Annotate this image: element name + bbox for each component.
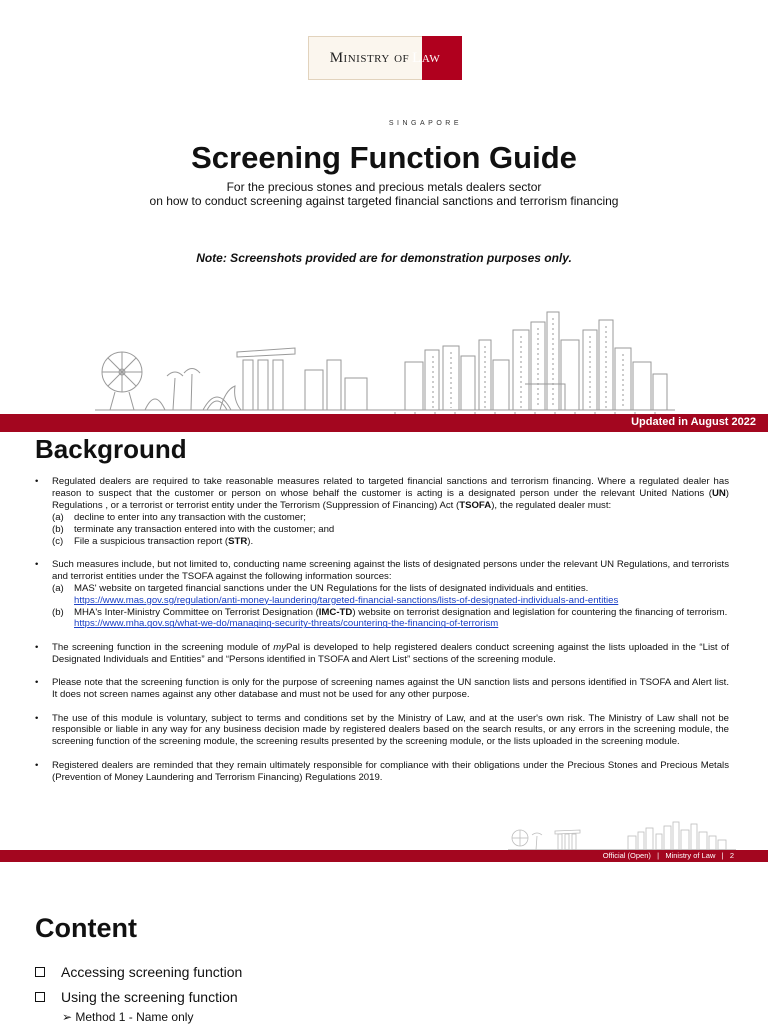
p3-mypal-my: my: [273, 641, 287, 653]
p3-mypal-pal: Pal: [286, 641, 300, 653]
subtitle-line-2: on how to conduct screening against targeted financial sanctions and terrorism financing: [149, 194, 619, 208]
bullet-purpose-note: [35, 677, 729, 701]
item-text-end: ) website on terrorist designation and legislation for countering the financing of terrorism.: [352, 606, 728, 618]
content-heading: Content: [35, 913, 137, 943]
content-item-accessing[interactable]: [35, 964, 242, 980]
p1-bold-un: UN: [711, 487, 726, 499]
footer-text: Official (Open) | Ministry of Law | 2: [602, 851, 734, 860]
p1-item-b: [52, 524, 729, 536]
item-label: (b): [52, 523, 64, 535]
p1-bold-tsofa: TSOFA: [459, 499, 492, 511]
logo-part1: Ministry of: [329, 49, 410, 66]
item-bold-imctd: IMC-TD: [318, 606, 353, 618]
p1-text-2: ) Regulations , or a terrorist or terrorist entity under the Terrorism (Suppression of Financing) Act (: [52, 487, 729, 511]
item-bold-str: STR: [228, 535, 248, 547]
ministry-of-law-logo: [308, 36, 462, 127]
bullet-dot: •: [35, 677, 39, 689]
logo-part2: Law: [412, 49, 441, 66]
item-text-end: ).: [247, 535, 254, 547]
bullet-such-measures: [35, 559, 729, 630]
p2-text: Such measures include, but not limited to, conducting name screening against the lists of designated persons under the relevant UN Regulations, and terrorists and terrorist entities under the TSOFA against the following information sources:: [52, 558, 729, 582]
item-label: (a): [52, 511, 64, 523]
page-title: Screening Function Guide: [191, 140, 577, 175]
bullet-dot: •: [35, 476, 39, 487]
updated-date: Updated in August 2022: [631, 416, 756, 428]
mha-cft-link[interactable]: https://www.mha.gov.sg/what-we-do/managing-security-threats/countering-the-financing-of-terrorism: [74, 618, 499, 630]
demonstration-note: Note: Screenshots provided are for demonstration purposes only.: [196, 251, 572, 265]
updated-band: [0, 414, 768, 432]
p1-text-3: ), the regulated dealer must:: [491, 499, 612, 511]
content-item-label: Using the screening function: [61, 989, 238, 1005]
bullet-dot: •: [35, 558, 39, 570]
checkbox-icon: [35, 992, 45, 1002]
item-label: (c): [52, 535, 64, 547]
checkbox-icon: [35, 967, 45, 977]
subtitle-line-1: For the precious stones and precious metals dealers sector: [226, 180, 542, 194]
content-subitem-method1[interactable]: ➢ Method 1 - Name only: [62, 1010, 194, 1024]
p4-text: Please note that the screening function is only for the purpose of screening names against the UN sanction lists and persons identified in TSOFA and Alert list. It does not screen names against any other database and must not be used for any other purpose.: [52, 677, 729, 701]
item-label: (a): [52, 582, 64, 594]
logo-wordmark: [308, 36, 462, 80]
bullet-compliance-reminder: [35, 760, 729, 784]
p2-item-a: [52, 583, 729, 607]
item-text: MAS' website on targeted financial sanctions under the UN Regulations for the lists of designated individuals and entities.: [74, 582, 589, 594]
singapore-skyline-illustration: [95, 300, 675, 415]
p5-text: The use of this module is voluntary, subject to terms and conditions set by the Ministry of Law, and at the user's own risk. The Ministry of Law shall not be responsible or liable in any way for any business decision made by registered dealers based on the search results, or any errors in the screening module, the screening function of the screening module, the screening results presented by the screening module, or the lists uploaded in the screening module.: [52, 712, 729, 748]
bullet-screening-function: [35, 642, 729, 666]
p1-item-c: [52, 536, 729, 548]
mas-sanctions-link[interactable]: https://www.mas.gov.sg/regulation/anti-money-laundering/targeted-financial-sanctions/lists-of-designated-individuals-and-entities: [74, 594, 619, 606]
item-text: terminate any transaction entered into with the customer; and: [74, 523, 335, 535]
content-item-using[interactable]: [35, 989, 238, 1005]
p2-item-b: [52, 607, 729, 631]
bullet-dot: •: [35, 712, 39, 724]
logo-subtitle: SINGAPORE: [388, 120, 462, 127]
content-item-label: Accessing screening function: [61, 964, 243, 980]
bullet-voluntary-use: [35, 713, 729, 749]
bullet-dot: •: [35, 759, 39, 771]
p1-item-a: [52, 512, 729, 524]
item-text: File a suspicious transaction report (: [74, 535, 229, 547]
item-text: decline to enter into any transaction with the customer;: [74, 511, 306, 523]
item-label: (b): [52, 606, 64, 618]
p1-text-1: Regulated dealers are required to take reasonable measures related to targeted financial sanctions and terrorism financing. Where a regulated dealer has reason to suspect that the customer or person on whose behalf the customer is acting is a designated person under the relevant United Nations (: [52, 476, 729, 499]
p6-text: Registered dealers are reminded that they remain ultimately responsible for compliance with their obligations under the Precious Stones and Precious Metals (Prevention of Money Laundering and Terrorism Financing) Regulations 2019.: [52, 759, 729, 783]
footer-band: [0, 850, 768, 862]
background-body: [35, 476, 729, 795]
p3-text-2: is developed to help registered dealers conduct screening against the lists uploaded in the “List of Designated Individuals and Entities” and “Persons identified in TSOFA and Alert List” sections of the screening module.: [52, 641, 729, 665]
item-text: MHA's Inter-Ministry Committee on Terrorist Designation (: [74, 606, 319, 618]
bullet-regulated-dealers: [35, 476, 729, 547]
background-heading: Background: [35, 434, 187, 464]
mini-skyline-illustration: [508, 820, 736, 850]
p3-text-1: The screening function in the screening module of: [52, 641, 274, 653]
bullet-dot: •: [35, 641, 39, 653]
